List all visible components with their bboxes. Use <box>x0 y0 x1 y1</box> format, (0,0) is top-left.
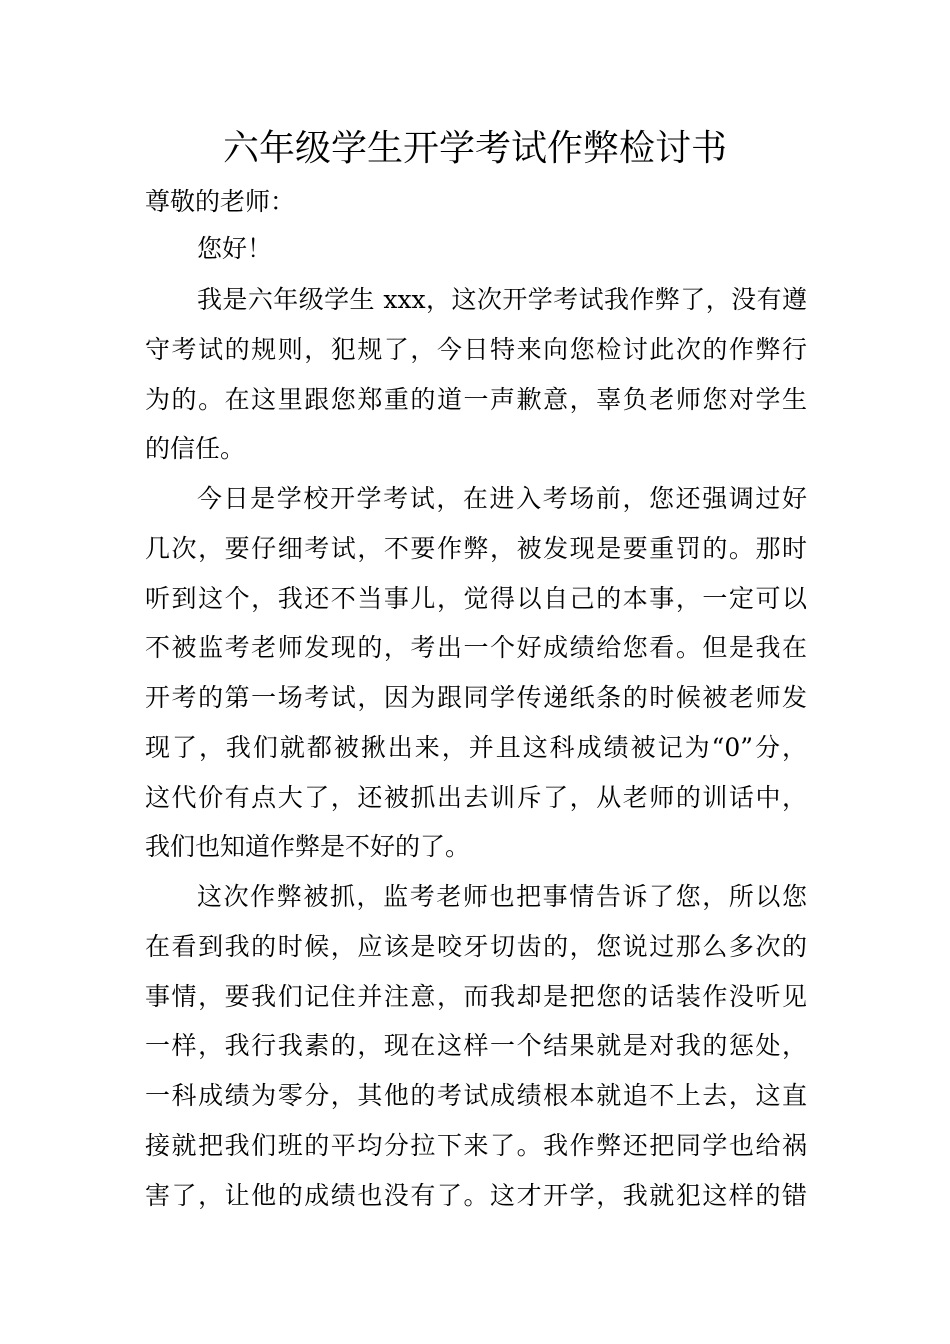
body-line: 不被监考老师发现的，考出一个好成绩给您看。但是我在 <box>145 633 807 662</box>
greeting: 您好！ <box>197 234 273 263</box>
body-line: 守考试的规则，犯规了，今日特来向您检讨此次的作弊行 <box>145 335 807 364</box>
body-line: 今日是学校开学考试，在进入考场前，您还强调过好 <box>197 484 807 513</box>
body-line: 事情，要我们记住并注意，而我却是把您的话装作没听见 <box>145 982 807 1011</box>
salutation: 尊敬的老师： <box>145 187 296 216</box>
document-title: 六年级学生开学考试作弊检讨书 <box>222 128 727 169</box>
body-line: 这次作弊被抓，监考老师也把事情告诉了您，所以您 <box>197 882 807 911</box>
body-line: 开考的第一场考试，因为跟同学传递纸条的时候被老师发 <box>145 683 807 712</box>
body-line: 的信任。 <box>145 434 246 463</box>
body-line: 这代价有点大了，还被抓出去训斥了，从老师的训话中， <box>145 783 807 812</box>
body-line: 我是六年级学生 xxx，这次开学考试我作弊了，没有遵 <box>197 285 807 314</box>
body-line: 现了，我们就都被揪出来，并且这科成绩被记为“0”分， <box>145 733 807 762</box>
body-line: 害了，让他的成绩也没有了。这才开学，我就犯这样的错 <box>145 1181 807 1210</box>
body-line: 在看到我的时候，应该是咬牙切齿的，您说过那么多次的 <box>145 932 807 961</box>
body-line: 一样，我行我素的，现在这样一个结果就是对我的惩处， <box>145 1031 807 1060</box>
body-line: 听到这个，我还不当事儿，觉得以自己的本事，一定可以 <box>145 584 807 613</box>
body-line: 一科成绩为零分，其他的考试成绩根本就追不上去，这直 <box>145 1081 807 1110</box>
body-line: 我们也知道作弊是不好的了。 <box>145 832 471 861</box>
body-line: 几次，要仔细考试，不要作弊，被发现是要重罚的。那时 <box>145 534 807 563</box>
body-line: 接就把我们班的平均分拉下来了。我作弊还把同学也给祸 <box>145 1131 807 1160</box>
body-line: 为的。在这里跟您郑重的道一声歉意，辜负老师您对学生 <box>145 385 807 414</box>
